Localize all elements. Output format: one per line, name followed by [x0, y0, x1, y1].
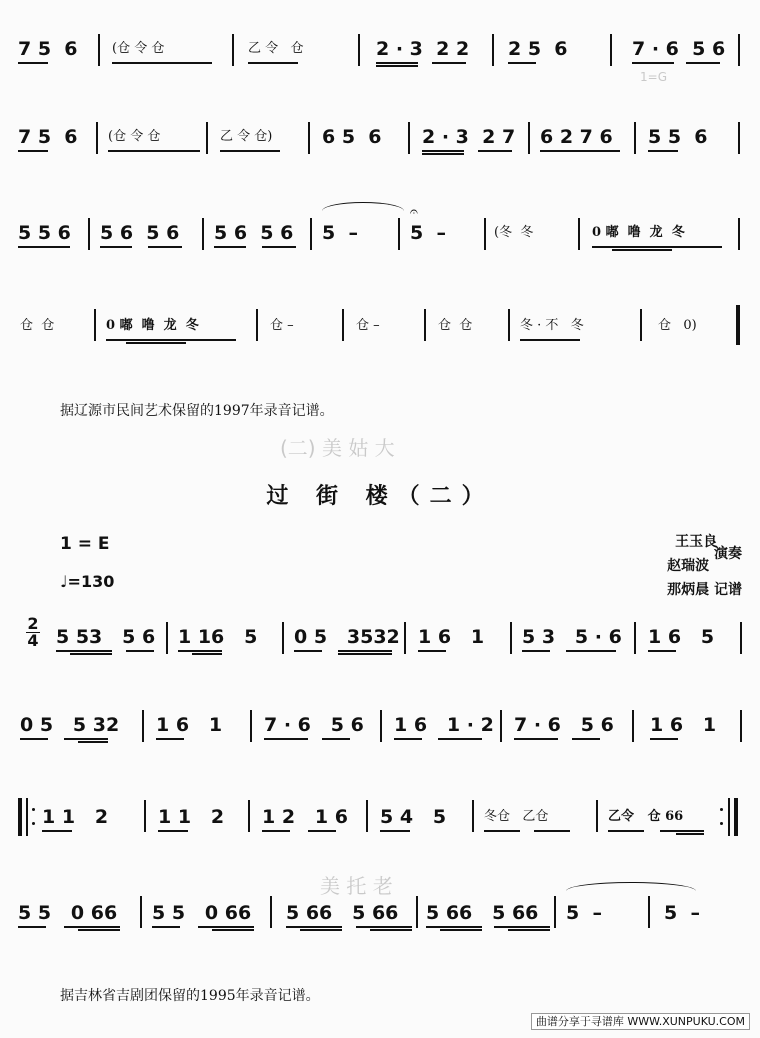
barline — [96, 122, 98, 154]
barline — [250, 710, 252, 742]
time-signature: 2 4 — [27, 614, 39, 650]
measure: 7 5 6 — [18, 126, 78, 148]
piece2-row3 — [0, 798, 760, 858]
barline — [508, 309, 510, 341]
piece2-row4 — [0, 892, 760, 952]
performer-1: 王玉良 — [675, 534, 718, 550]
barline — [740, 710, 742, 742]
measure: 7 · 6 5 6 — [632, 38, 726, 60]
measure-percussion: 乙 令 仓) — [220, 129, 273, 144]
barline — [648, 896, 650, 928]
measure: 5 5 6 — [18, 222, 71, 244]
barline — [510, 622, 512, 654]
measure: 5 5 0 66 — [152, 902, 252, 924]
bleed-text: 1=G — [640, 70, 667, 84]
measure: 6 2 7 6 — [540, 126, 613, 148]
bleed-text: 美 托 老 — [320, 874, 393, 898]
measure: 7 · 6 5 6 — [264, 714, 364, 736]
measure: 5 6 5 6 — [100, 222, 180, 244]
credits — [667, 530, 742, 602]
barline — [634, 122, 636, 154]
measure-percussion: 0 嘟 噜 龙 冬 — [592, 225, 685, 240]
barline — [166, 622, 168, 654]
barline — [142, 710, 144, 742]
measure-percussion: 乙 令 仓 — [248, 41, 304, 56]
measure-percussion: (仓 令 仓 — [112, 41, 165, 56]
repeat-start-barline — [18, 798, 22, 836]
measure: 5 4 5 — [380, 806, 447, 828]
barline — [398, 218, 400, 250]
measure: 6 5 6 — [322, 126, 382, 148]
barline — [740, 622, 742, 654]
measure: 5 – — [566, 902, 602, 924]
barline — [528, 122, 530, 154]
barline — [366, 800, 368, 832]
tie — [566, 882, 696, 891]
barline — [610, 34, 612, 66]
score1-row2 — [0, 120, 760, 180]
measure-percussion: (仓 令 仓 — [108, 129, 161, 144]
measure: 5 66 5 66 — [286, 902, 399, 924]
barline — [94, 309, 96, 341]
barline — [500, 710, 502, 742]
barline — [738, 122, 740, 154]
bleed-text: (二) 美 姑 大 — [280, 436, 395, 460]
barline — [282, 622, 284, 654]
barline — [270, 896, 272, 928]
measure-percussion: 冬仓 乙仓 — [484, 809, 549, 824]
final-barline — [736, 305, 740, 345]
measure-percussion: 0 嘟 噜 龙 冬 — [106, 318, 199, 333]
measure: 1 6 5 — [648, 626, 715, 648]
measure: 1 2 1 6 — [262, 806, 348, 828]
measure: 5 – — [322, 222, 358, 244]
barline — [634, 622, 636, 654]
barline — [596, 800, 598, 832]
measure: 1 6 1 — [418, 626, 485, 648]
tie — [322, 202, 404, 211]
barline — [404, 622, 406, 654]
measure-percussion: 仓 0) — [658, 318, 697, 333]
measure: 5 5 6 — [648, 126, 708, 148]
barline — [248, 800, 250, 832]
piece-title: 过 街 楼（二） — [266, 484, 494, 509]
barline — [232, 34, 234, 66]
measure: 5 53 5 6 — [56, 626, 156, 648]
barline — [206, 122, 208, 154]
barline — [256, 309, 258, 341]
barline — [738, 34, 740, 66]
barline — [310, 218, 312, 250]
piece2-row1 — [0, 614, 760, 680]
measure: 1 6 1 — [650, 714, 717, 736]
measure-percussion: 仓 仓 — [438, 318, 473, 333]
measure: 2 · 3 2 2 — [376, 38, 470, 60]
fermata-icon: 𝄐 — [410, 204, 418, 220]
measure: 5 66 5 66 — [426, 902, 539, 924]
barline — [358, 34, 360, 66]
performer-role: 演奏 — [714, 546, 742, 562]
barline — [554, 896, 556, 928]
barline — [416, 896, 418, 928]
barline — [738, 218, 740, 250]
measure-percussion: 仓 – — [356, 318, 380, 333]
measure: 1 1 2 — [158, 806, 225, 828]
measure: 0 5 3532 — [294, 626, 400, 648]
barline — [632, 710, 634, 742]
performer-2: 赵瑞波 演奏 — [667, 546, 742, 574]
score1-row1 — [0, 30, 760, 90]
measure: 7 5 6 — [18, 38, 78, 60]
barline — [140, 896, 142, 928]
measure: 0 5 5 32 — [20, 714, 120, 736]
barline — [342, 309, 344, 341]
measure-percussion: (冬 冬 — [494, 225, 534, 240]
barline — [98, 34, 100, 66]
measure: 5 5 0 66 — [18, 902, 118, 924]
measure: 1 6 1 · 2 — [394, 714, 494, 736]
barline — [578, 218, 580, 250]
measure: 2 · 3 2 7 — [422, 126, 516, 148]
measure: 5 3 5 · 6 — [522, 626, 622, 648]
measure: 2 5 6 — [508, 38, 568, 60]
score1-row3 — [0, 204, 760, 270]
measure-percussion: 仓 仓 — [20, 318, 55, 333]
key-signature: 1 = E — [60, 534, 110, 554]
measure: 5 – — [664, 902, 700, 924]
barline — [472, 800, 474, 832]
watermark: 曲谱分享于寻谱库 WWW.XUNPUKU.COM — [531, 1013, 750, 1030]
source-note: 据吉林省吉剧团保留的1995年录音记谱。 — [60, 988, 320, 1004]
transcriber: 那炳晨 记谱 — [667, 582, 742, 598]
barline — [484, 218, 486, 250]
measure: 1 1 2 — [42, 806, 109, 828]
tempo-marking: ♩=130 — [60, 572, 115, 591]
score1-row4 — [0, 305, 760, 365]
barline — [424, 309, 426, 341]
quarter-note-icon: ♩ — [60, 572, 68, 591]
barline — [492, 34, 494, 66]
piece2-row2 — [0, 708, 760, 768]
measure: 5 6 5 6 — [214, 222, 294, 244]
barline — [144, 800, 146, 832]
measure-percussion: 仓 – — [270, 318, 294, 333]
barline — [88, 218, 90, 250]
repeat-end-barline — [734, 798, 738, 836]
barline — [380, 710, 382, 742]
measure: 1 16 5 — [178, 626, 258, 648]
measure: 7 · 6 5 6 — [514, 714, 614, 736]
measure: 1 6 1 — [156, 714, 223, 736]
barline — [308, 122, 310, 154]
barline — [408, 122, 410, 154]
measure-percussion: 乙令 仓 66 — [608, 809, 684, 824]
measure-percussion: 冬 · 不 冬 — [520, 318, 584, 333]
measure: 5 – — [410, 222, 446, 244]
source-note: 据辽源市民间艺术保留的1997年录音记谱。 — [60, 403, 334, 419]
barline — [202, 218, 204, 250]
barline — [640, 309, 642, 341]
